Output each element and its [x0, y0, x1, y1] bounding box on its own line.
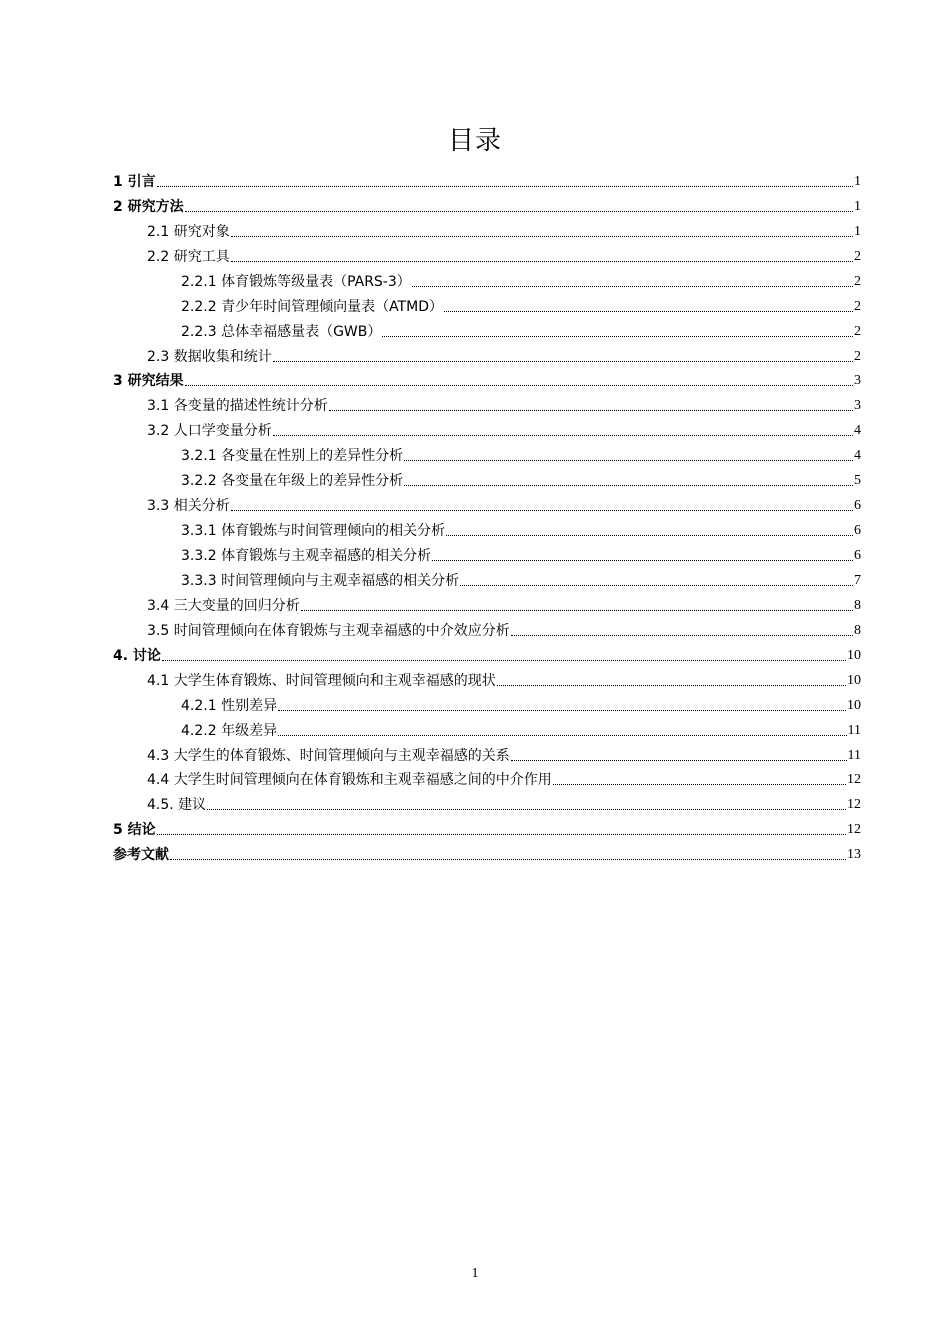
toc-entry-label: 3.2 人口学变量分析 — [147, 423, 272, 440]
toc-entry[interactable] — [113, 464, 861, 489]
toc-entry-page: 4 — [854, 448, 861, 464]
toc-entry[interactable] — [113, 240, 861, 265]
toc-entry-label: 3.5 时间管理倾向在体育锻炼与主观幸福感的中介效应分析 — [147, 622, 510, 639]
toc-entry-label: 3.3.3 时间管理倾向与主观幸福感的相关分析 — [181, 572, 460, 589]
toc-entry-label: 4.3 大学生的体育锻炼、时间管理倾向与主观幸福感的关系 — [147, 747, 510, 764]
dot-leader — [301, 610, 853, 611]
toc-entry-page: 10 — [847, 697, 861, 713]
toc-entry-page: 2 — [854, 348, 861, 364]
dot-leader — [157, 834, 846, 835]
toc-entry[interactable] — [113, 664, 861, 689]
dot-leader — [157, 186, 853, 187]
toc-entry[interactable] — [113, 788, 861, 813]
dot-leader — [278, 735, 846, 736]
toc-entry[interactable] — [113, 340, 861, 365]
toc-entry[interactable] — [113, 589, 861, 614]
toc-entry-page: 7 — [854, 572, 861, 588]
toc-entry[interactable] — [113, 838, 861, 863]
toc-entry-label: 2.2 研究工具 — [147, 248, 230, 265]
dot-leader — [162, 660, 846, 661]
dot-leader — [185, 211, 853, 212]
dot-leader — [412, 286, 853, 287]
toc-entry-label: 2 研究方法 — [113, 198, 184, 215]
toc-entry-page: 1 — [854, 173, 861, 189]
toc-entry[interactable] — [113, 165, 861, 190]
toc-entry-label: 3.3 相关分析 — [147, 498, 230, 515]
toc-entry-label: 2.2.3 总体幸福感量表（GWB） — [181, 323, 382, 340]
toc-entry-label: 4.2.2 年级差异 — [181, 722, 278, 739]
dot-leader — [231, 261, 853, 262]
toc-entry-label: 2.3 数据收集和统计 — [147, 348, 272, 365]
toc-title: 目录 — [447, 126, 502, 156]
dot-leader — [278, 710, 846, 711]
toc-entry-label: 3.2.2 各变量在年级上的差异性分析 — [181, 473, 404, 490]
dot-leader — [460, 585, 853, 586]
toc-entry-label: 4.4 大学生时间管理倾向在体育锻炼和主观幸福感之间的中介作用 — [147, 772, 552, 789]
toc-entry[interactable] — [113, 365, 861, 390]
toc-entry-page: 12 — [847, 822, 861, 838]
toc-entry-page: 2 — [854, 298, 861, 314]
toc-entry-page: 10 — [847, 647, 861, 663]
toc-entry[interactable] — [113, 564, 861, 589]
dot-leader — [329, 410, 853, 411]
toc-entry[interactable] — [113, 714, 861, 739]
toc-entry-page: 2 — [854, 273, 861, 289]
toc-entry-label: 3 研究结果 — [113, 373, 184, 390]
toc-entry-page: 4 — [854, 423, 861, 439]
toc-entry[interactable] — [113, 764, 861, 789]
toc-entry-page: 6 — [854, 498, 861, 514]
toc-entry-label: 2.1 研究对象 — [147, 223, 230, 240]
toc-entry[interactable] — [113, 439, 861, 464]
toc-entry-label: 3.3.1 体育锻炼与时间管理倾向的相关分析 — [181, 523, 446, 540]
toc-entry-label: 3.4 三大变量的回归分析 — [147, 597, 300, 614]
toc-entry[interactable] — [113, 614, 861, 639]
dot-leader — [231, 510, 853, 511]
toc-entry-label: 2.2.2 青少年时间管理倾向量表（ATMD） — [181, 298, 443, 315]
dot-leader — [273, 435, 853, 436]
footer-page-number: 1 — [471, 1266, 479, 1281]
toc-entry[interactable] — [113, 539, 861, 564]
table-of-contents — [113, 165, 861, 863]
toc-entry-label: 4.1 大学生体育锻炼、时间管理倾向和主观幸福感的现状 — [147, 672, 496, 689]
toc-entry[interactable] — [113, 813, 861, 838]
toc-entry-page: 10 — [847, 672, 861, 688]
toc-entry-label: 参考文献 — [113, 847, 169, 864]
toc-entry-label: 5 结论 — [113, 822, 156, 839]
dot-leader — [511, 760, 847, 761]
dot-leader — [404, 460, 853, 461]
toc-entry-label: 3.3.2 体育锻炼与主观幸福感的相关分析 — [181, 548, 432, 564]
dot-leader — [170, 859, 846, 860]
toc-entry[interactable] — [113, 290, 861, 315]
toc-entry[interactable] — [113, 315, 861, 340]
toc-entry[interactable] — [113, 215, 861, 240]
toc-entry-page: 11 — [847, 747, 861, 763]
dot-leader — [511, 635, 853, 636]
toc-entry-label: 4.2.1 性别差异 — [181, 697, 278, 714]
dot-leader — [207, 809, 846, 810]
toc-entry-page: 1 — [854, 223, 861, 239]
toc-entry-page: 5 — [854, 473, 861, 489]
toc-entry-label: 4. 讨论 — [113, 647, 161, 664]
toc-entry[interactable] — [113, 265, 861, 290]
toc-entry[interactable] — [113, 389, 861, 414]
toc-entry-label: 2.2.1 体育锻炼等级量表（PARS-3） — [181, 273, 411, 290]
dot-leader — [273, 361, 853, 362]
toc-entry-page: 2 — [854, 323, 861, 339]
dot-leader — [497, 685, 846, 686]
toc-entry[interactable] — [113, 489, 861, 514]
dot-leader — [231, 236, 853, 237]
toc-entry[interactable] — [113, 639, 861, 664]
toc-entry-label: 1 引言 — [113, 173, 156, 190]
toc-entry-page: 12 — [847, 772, 861, 788]
toc-entry[interactable] — [113, 414, 861, 439]
toc-entry-label: 4.5. 建议 — [147, 797, 207, 814]
toc-entry-page: 8 — [854, 622, 861, 638]
toc-entry-page: 3 — [854, 373, 861, 389]
dot-leader — [432, 560, 853, 561]
dot-leader — [404, 485, 853, 486]
dot-leader — [382, 336, 853, 337]
toc-entry[interactable] — [113, 739, 861, 764]
toc-entry[interactable] — [113, 689, 861, 714]
toc-entry-page: 1 — [854, 198, 861, 214]
toc-entry-label: 3.2.1 各变量在性别上的差异性分析 — [181, 448, 404, 465]
toc-entry-page: 11 — [847, 722, 861, 738]
dot-leader — [553, 784, 846, 785]
toc-entry[interactable] — [113, 514, 861, 539]
toc-entry[interactable] — [113, 190, 861, 215]
toc-entry-page: 6 — [854, 548, 861, 563]
dot-leader — [185, 385, 853, 386]
toc-entry-page: 2 — [854, 248, 861, 264]
toc-entry-page: 12 — [847, 797, 861, 813]
toc-entry-page: 6 — [854, 523, 861, 539]
toc-entry-page: 3 — [854, 398, 861, 414]
dot-leader — [444, 311, 853, 312]
toc-entry-page: 8 — [854, 597, 861, 613]
toc-entry-label: 3.1 各变量的描述性统计分析 — [147, 398, 328, 415]
toc-entry-page: 13 — [847, 847, 861, 863]
dot-leader — [446, 535, 853, 536]
